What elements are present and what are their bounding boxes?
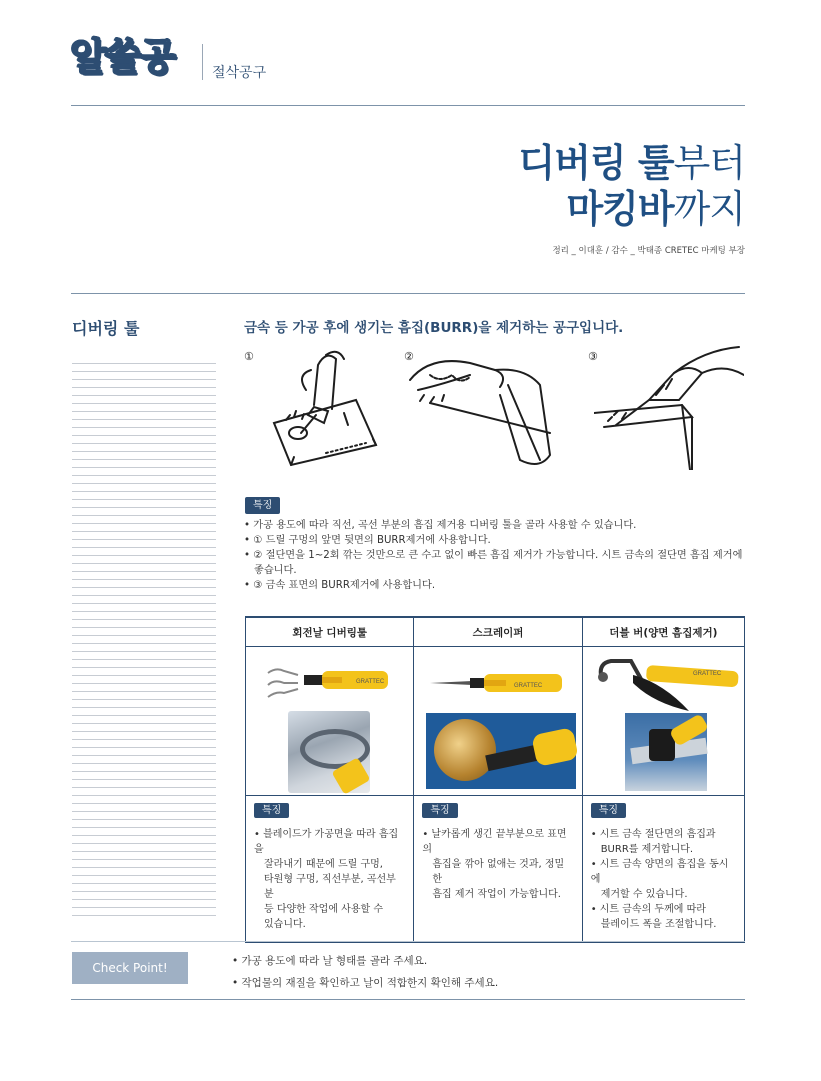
feature-item-continuation: 좋습니다. (254, 565, 297, 576)
feature-item: • ③ 금속 표면의 BURR제거에 사용합니다. (244, 580, 436, 591)
feature-item: • 시트 금속 양면의 흠집을 동시에 (590, 859, 729, 885)
feature-item: • ① 드릴 구멍의 앞면 뒷면의 BURR제거에 사용합니다. (244, 535, 491, 546)
check-point-label: Check Point! (72, 952, 188, 984)
category-label: 절삭공구 (212, 65, 267, 81)
brand-logo: 알쓸공 (70, 35, 175, 79)
feature-item-continuation: 잘라내기 때문에 드릴 구멍, (264, 859, 383, 870)
tool-image-cell (414, 647, 582, 796)
tool-photo (625, 713, 707, 791)
checkpoint-list (232, 950, 498, 994)
feature-item: • 시트 금속의 두께에 따라 (590, 904, 706, 915)
feature-badge: 특징 (245, 497, 280, 514)
figure-2-label: ② (404, 350, 414, 363)
column-header: 더블 버(양면 흠집제거) (582, 617, 744, 647)
tool-image-cell (246, 647, 414, 796)
feature-item-continuation: 흠집 제거 작업이 가능합니다. (432, 889, 561, 900)
logo-divider (202, 44, 203, 80)
notes-lines (72, 356, 216, 916)
checkpoint-item: • 가공 용도에 따라 날 형태를 골라 주세요. (232, 955, 428, 967)
feature-badge: 특징 (422, 803, 457, 818)
figure-2-illustration (400, 345, 560, 473)
feature-badge: 특징 (591, 803, 626, 818)
tools-table (245, 616, 745, 943)
tool-image-cell (582, 647, 744, 796)
feature-item: • 시트 금속 절단면의 흠집과 (590, 829, 716, 840)
brand-mark: GRATTEC (514, 683, 543, 689)
figure-3-illustration (594, 345, 744, 470)
tool-photo (426, 713, 576, 789)
feature-item: • ② 절단면을 1~2회 깎는 것만으로 큰 수고 없이 빠른 흠집 제거가 가능합니다. 시트 금속의 절단면 흠집 제거에 (244, 550, 743, 561)
scraper-tool-icon (428, 669, 566, 699)
feature-item-continuation: BURR를 제거합니다. (600, 844, 694, 855)
brand-mark: GRATTEC (692, 671, 721, 677)
section-intro: 금속 등 가공 후에 생기는 흠집(BURR)을 제거하는 공구입니다. (244, 320, 624, 336)
feature-list (244, 518, 764, 593)
feature-item-continuation: 타원형 구멍, 직선부분, 곡선부분 (264, 874, 396, 900)
feature-item-continuation: 있습니다. (264, 919, 306, 930)
figure-3-label: ③ (588, 350, 598, 363)
tool-feature-cell (246, 796, 414, 943)
checkpoint-top-rule (71, 941, 745, 942)
header-rule (71, 105, 745, 106)
page-title-line1: 디버링 툴부터 (518, 141, 745, 185)
credit-line: 정리 _ 이대훈 / 감수 _ 박태종 CRETEC 마케팅 부장 (552, 246, 745, 256)
feature-item-continuation: 제거할 수 있습니다. (600, 889, 688, 900)
page-title-line2: 마킹바까지 (566, 187, 745, 231)
brand-mark: GRATTEC (356, 679, 385, 685)
feature-badge: 특징 (254, 803, 289, 818)
section-title: 디버링 툴 (72, 319, 140, 338)
feature-item: • 날카롭게 생긴 끝부분으로 표면의 (422, 829, 567, 855)
column-header: 스크레이퍼 (414, 617, 582, 647)
feature-item-continuation: 흠집을 깎아 없애는 것과, 정밀한 (432, 859, 565, 885)
feature-item: • 가공 용도에 따라 직선, 곡선 부분의 흠집 제거용 디버링 툴을 골라 사용할 수 있습니다. (244, 520, 637, 531)
tool-feature-cell (414, 796, 582, 943)
column-header: 회전날 디버링툴 (246, 617, 414, 647)
feature-item: • 블레이드가 가공면을 따라 흠집을 (254, 829, 399, 855)
checkpoint-item: • 작업물의 재질을 확인하고 날이 적합한지 확인해 주세요. (232, 977, 499, 989)
footer-rule (71, 999, 745, 1000)
figure-1-illustration (256, 345, 386, 470)
figure-1-label: ① (244, 350, 254, 363)
double-burr-tool-icon (593, 653, 743, 713)
tool-photo (288, 711, 370, 793)
feature-item-continuation: 블레이드 폭을 조절합니다. (600, 919, 717, 930)
section-rule (71, 293, 745, 294)
feature-item-continuation: 등 다양한 작업에 사용할 수 (264, 904, 383, 915)
tool-feature-cell (582, 796, 744, 943)
rotary-deburring-tool-icon (264, 663, 390, 703)
